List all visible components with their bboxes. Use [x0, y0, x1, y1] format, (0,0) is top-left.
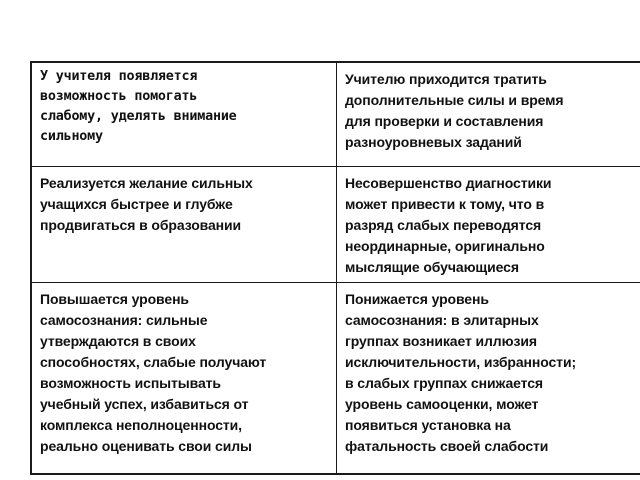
cell-text: У учителя появляется возможность помогать слабому, уделять внимание сильному: [40, 69, 237, 144]
cell-text: Понижается уровень самосознания: в элитарных группах возникает иллюзия исключительности, избранности; в слабых группах снижается уровень самооценки, может появиться установка на фатальность своей слабости: [345, 290, 577, 454]
table-cell-pro: [31, 282, 337, 474]
table-cell-pro: [31, 62, 337, 166]
table-cell-con: [337, 62, 640, 166]
table-row: [31, 166, 640, 282]
cell-text: Несовершенство диагностики может привести к тому, что в разряд слабых переводятся неординарные, оригинально мыслящие обучающиеся: [345, 174, 552, 275]
cell-text: Повышается уровень самосознания: сильные утверждаются в своих способностях, слабые получают возможность испытывать учебный успех, избавиться от комплекса неполноценности, реально оценивать свои силы: [40, 290, 267, 454]
cell-text: Учителю приходится тратить дополнительные силы и время для проверки и составления разноуровневых заданий: [345, 71, 564, 150]
cell-text: Реализуется желание сильных учащихся быстрее и глубже продвигаться в образовании: [40, 174, 253, 233]
table-cell-con: [337, 166, 640, 282]
table-cell-pro: [31, 166, 337, 282]
table-row: [31, 282, 640, 474]
table-row: [31, 62, 640, 166]
table-cell-con: [337, 282, 640, 474]
pros-cons-table: [30, 61, 640, 475]
